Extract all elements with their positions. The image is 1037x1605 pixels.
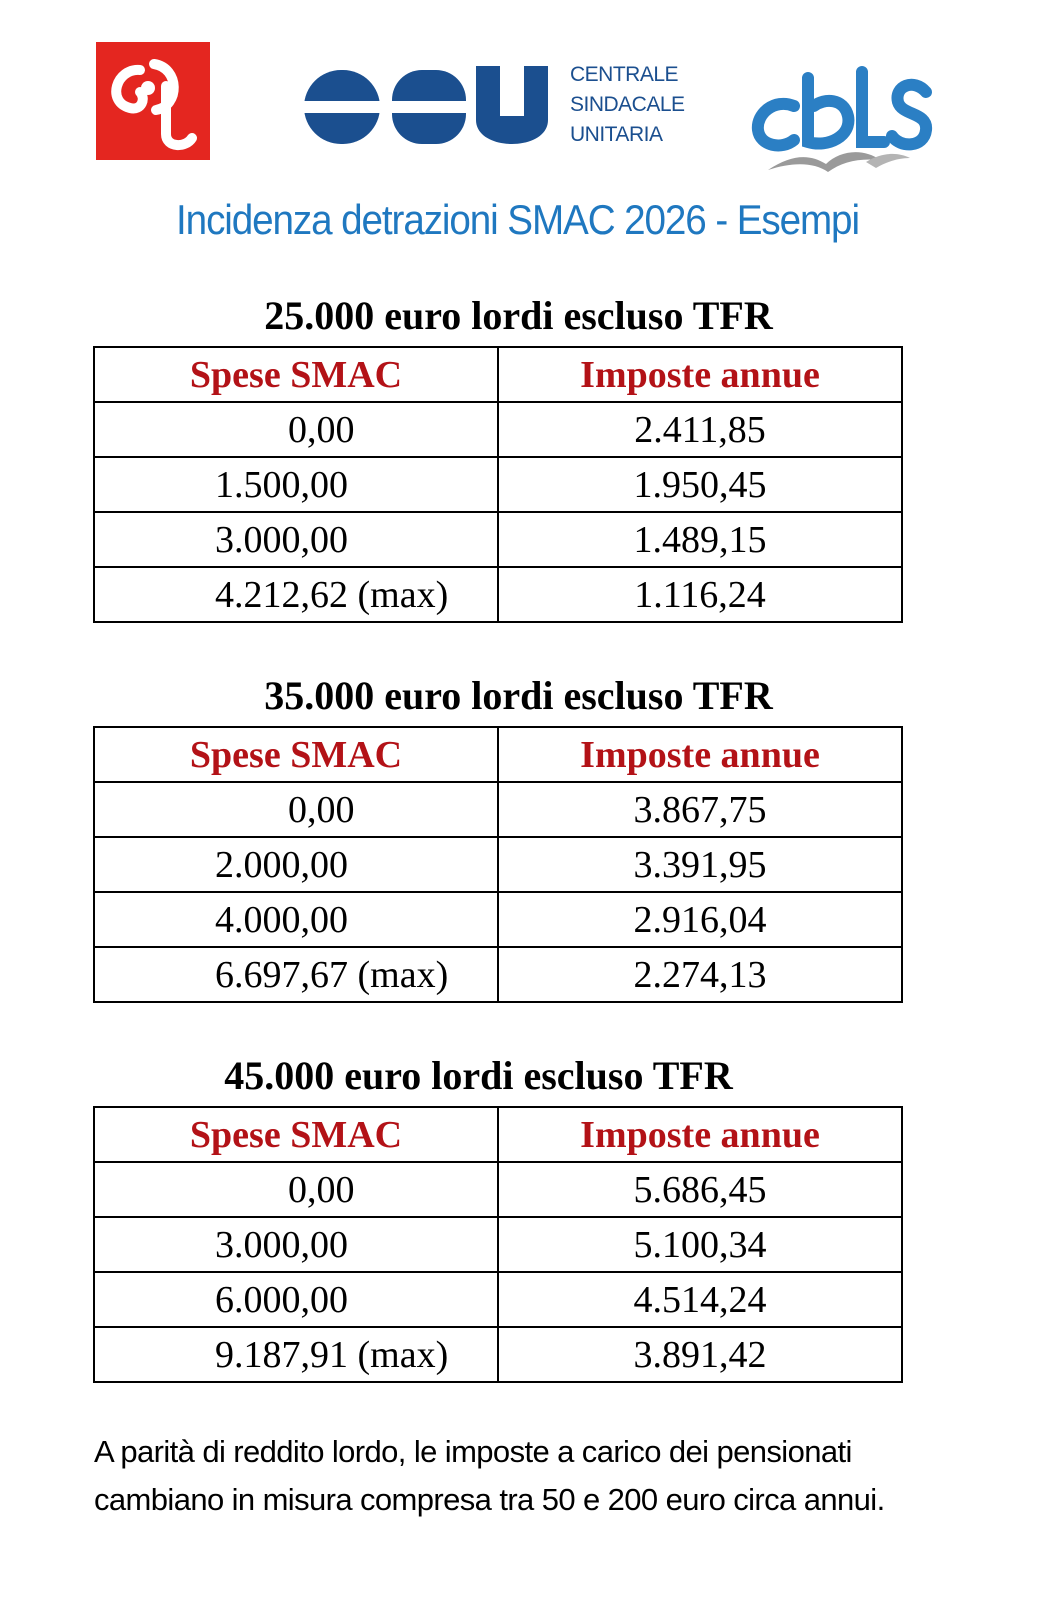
- cell-spese: 0,00: [94, 782, 498, 837]
- csu-line-3: UNITARIA: [570, 123, 663, 146]
- header-imposte-annue: Imposte annue: [498, 727, 902, 782]
- page-title: Incidenza detrazioni SMAC 2026 - Esempi: [176, 196, 859, 243]
- table-row: [94, 567, 902, 622]
- header-spese-smac: Spese SMAC: [94, 727, 498, 782]
- csdl-logo-mark: [96, 42, 210, 160]
- table-35000: [93, 726, 903, 1003]
- cell-spese: 9.187,91 (max): [94, 1327, 498, 1382]
- footnote: [94, 1428, 994, 1524]
- block-title-45000: 45.000 euro lordi escluso TFR: [224, 1053, 733, 1098]
- csu-line-2: SINDACALE: [570, 93, 685, 116]
- cell-spese: 2.000,00: [94, 837, 498, 892]
- table-row: [94, 1162, 902, 1217]
- header-spese-smac: Spese SMAC: [94, 347, 498, 402]
- table-row: [94, 892, 902, 947]
- cell-imposte: 4.514,24: [498, 1272, 902, 1327]
- table-row: [94, 402, 902, 457]
- header-spese-smac: Spese SMAC: [94, 1107, 498, 1162]
- cell-spese: 6.000,00: [94, 1272, 498, 1327]
- cell-imposte: 2.274,13: [498, 947, 902, 1002]
- csu-logo: [300, 58, 700, 154]
- cell-spese: 0,00: [94, 402, 498, 457]
- table-row: [94, 512, 902, 567]
- table-header-row: [94, 347, 902, 402]
- table-45000: [93, 1106, 903, 1383]
- cell-imposte: 5.100,34: [498, 1217, 902, 1272]
- cell-spese: 6.697,67 (max): [94, 947, 498, 1002]
- table-25000: [93, 346, 903, 623]
- cell-imposte: 2.916,04: [498, 892, 902, 947]
- table-header-row: [94, 1107, 902, 1162]
- cell-imposte: 1.116,24: [498, 567, 902, 622]
- cell-imposte: 3.891,42: [498, 1327, 902, 1382]
- cdls-logo: [748, 62, 938, 180]
- table-row: [94, 1217, 902, 1272]
- cell-spese: 4.212,62 (max): [94, 567, 498, 622]
- cell-imposte: 2.411,85: [498, 402, 902, 457]
- table-row: [94, 457, 902, 512]
- table-row: [94, 947, 902, 1002]
- footnote-line-2: cambiano in misura compresa tra 50 e 200 euro circa annui.: [94, 1482, 885, 1517]
- cell-imposte: 5.686,45: [498, 1162, 902, 1217]
- footnote-line-1: A parità di reddito lordo, le imposte a carico dei pensionati: [94, 1434, 852, 1469]
- cell-spese: 0,00: [94, 1162, 498, 1217]
- cell-imposte: 1.489,15: [498, 512, 902, 567]
- table-header-row: [94, 727, 902, 782]
- table-row: [94, 1327, 902, 1382]
- header-imposte-annue: Imposte annue: [498, 1107, 902, 1162]
- csu-wordmark: [570, 60, 685, 150]
- table-row: [94, 837, 902, 892]
- csu-logo-mark: [300, 58, 562, 154]
- cell-spese: 4.000,00: [94, 892, 498, 947]
- block-title-35000: 35.000 euro lordi escluso TFR: [264, 673, 773, 718]
- csu-line-1: CENTRALE: [570, 63, 679, 86]
- cell-spese: 3.000,00: [94, 1217, 498, 1272]
- table-row: [94, 1272, 902, 1327]
- csdl-logo: [96, 42, 210, 160]
- cdls-logo-mark: [748, 62, 938, 180]
- table-row: [94, 782, 902, 837]
- cell-spese: 1.500,00: [94, 457, 498, 512]
- cell-imposte: 3.867,75: [498, 782, 902, 837]
- header-imposte-annue: Imposte annue: [498, 347, 902, 402]
- cell-imposte: 1.950,45: [498, 457, 902, 512]
- block-title-25000: 25.000 euro lordi escluso TFR: [264, 293, 773, 338]
- cell-spese: 3.000,00: [94, 512, 498, 567]
- cell-imposte: 3.391,95: [498, 837, 902, 892]
